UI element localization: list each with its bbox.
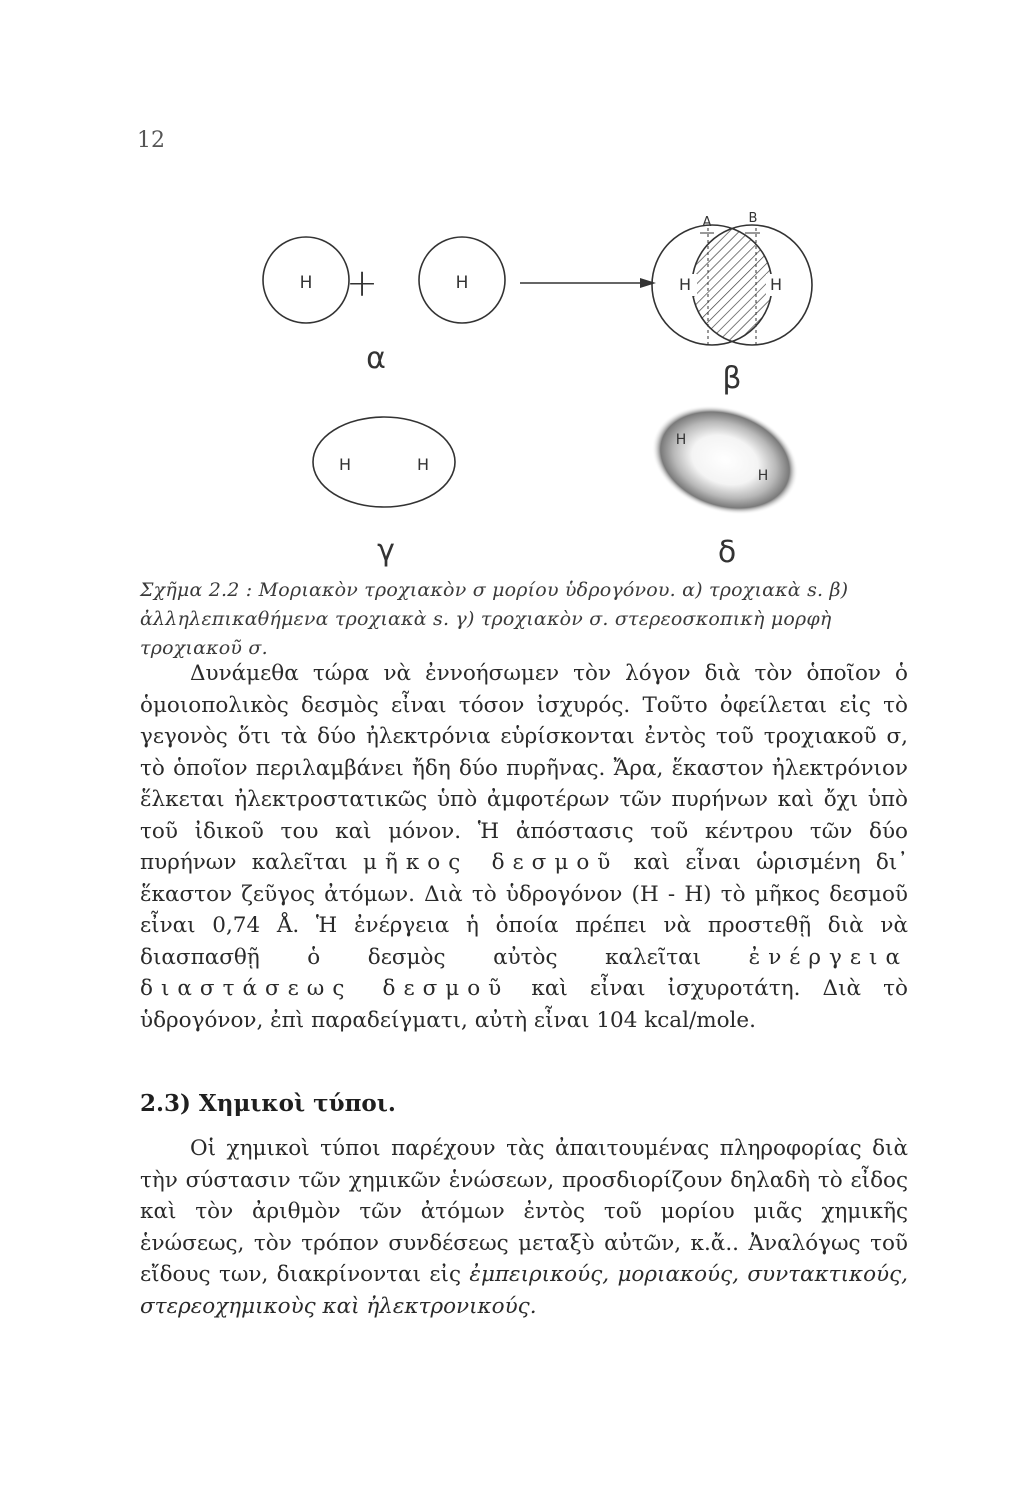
page-number: 12 (137, 128, 165, 153)
reaction-arrow (520, 278, 656, 288)
formula-types: ἐμπειρικούς, μοριακούς, συντακτικούς, στερεοχημικοὺς καὶ ἠλεκτρονικούς. (140, 1262, 908, 1319)
term-bond-length: μῆκος δεσμοῦ (363, 850, 619, 875)
panel-label-delta: δ (717, 535, 737, 570)
panel-alpha (263, 237, 505, 376)
term-bond-dissociation-energy: ἐνέργεια διαστάσεως δεσμοῦ (140, 944, 908, 1001)
atom-label-h: H (757, 468, 769, 484)
atom-label-h: H (675, 432, 687, 448)
figure-caption (140, 576, 910, 663)
paragraph-text: Δυνάμεθα τώρα νὰ ἐννοήσωμεν τὸν λόγον διὰ τὸν ὁποῖον ὁ ὁμοιοπολικὸς δεσμὸς εἶναι τόσον ἰσχυρός. Τοῦτο ὀφείλεται εἰς τὸ γεγονὸς ὅτι τὰ δύο ἠλεκτρόνια εὑρίσκονται ἐντὸς τοῦ τροχιακοῦ σ, τὸ ὁποῖον περιλαμβάνει ἤδη δύο πυρῆνας. Ἄρα, ἕκαστον ἠλεκτρόνιον ἕλκεται ἠλεκτροστατικῶς ὑπὸ ἀμφοτέρων τῶν πυρήνων καὶ ὄχι ὑπὸ τοῦ ἰδικοῦ του καὶ μόνον. Ἡ ἀπόστασις τοῦ κέντρου τῶν δύο πυρήνων καλεῖται (140, 661, 908, 875)
panel-label-beta: β (722, 361, 742, 396)
plus-sign: + (346, 261, 378, 305)
orbital-figure (0, 0, 1030, 580)
panel-delta (638, 387, 813, 570)
atom-label-h: H (678, 275, 692, 294)
orbital-cloud (638, 387, 813, 532)
section-heading: 2.3) Χημικοὶ τύποι. (140, 1090, 396, 1117)
panel-gamma (313, 417, 455, 568)
panel-label-alpha: α (366, 341, 386, 376)
caption-figure-ref: Σχῆμα 2.2 : (140, 579, 253, 601)
atom-label-h: H (299, 273, 313, 293)
paragraph-bond-strength (140, 658, 908, 1036)
paragraph-chemical-formulas (140, 1133, 908, 1322)
atom-label-h: H (455, 273, 469, 293)
panel-beta (652, 211, 812, 396)
atom-label-h: H (769, 275, 783, 294)
paragraph-text: καὶ εἶναι ὡρισμένη δι᾿ ἕκαστον ζεῦγος ἀτόμων. Διὰ τὸ ὑδρογόνον (Η - Η) τὸ μῆκος δεσμοῦ εἶναι 0,74 Å. Ἡ ἐνέργεια ἡ ὁποία πρέπει νὰ προστεθῇ διὰ νὰ διασπασθῇ ὁ δεσμὸς αὐτὸς καλεῖται (140, 850, 908, 970)
atom-label-h: H (338, 455, 352, 474)
paragraph-text: Οἱ χημικοὶ τύποι παρέχουν τὰς ἀπαιτουμένας πληροφορίας διὰ τὴν σύστασιν τῶν χημικῶν ἑνώσεων, προσδιορίζουν δηλαδὴ τὸ εἶδος καὶ τὸν ἀριθμὸν τῶν ἀτόμων ἐντὸς τοῦ μορίου μιᾶς χημικῆς ἑνώσεως, τὸν τρόπον συνδέσεως μεταξὺ αὐτῶν, κ.ἄ.. Ἀναλόγως τοῦ εἴδους των, διακρίνονται εἰς (140, 1136, 908, 1287)
paragraph-text: καὶ εἶναι ἰσχυροτάτη. Διὰ τὸ ὑδρογόνον, ἐπὶ παραδείγματι, αὐτὴ εἶναι 104 kcal/mole. (140, 976, 909, 1033)
panel-label-gamma: γ (377, 533, 395, 568)
marker-b: B (748, 211, 758, 226)
caption-text: Μοριακὸν τροχιακὸν σ μορίου ὑδρογόνου. α) τροχιακὰ s. β) ἀλληλεπικαθήμενα τροχιακὰ s. γ) τροχιακὸν σ. στερεοσκοπικὴ μορφὴ τροχιακοῦ σ. (140, 579, 849, 659)
atom-label-h: H (416, 455, 430, 474)
sigma-orbital (313, 417, 455, 507)
marker-a: A (702, 215, 712, 230)
